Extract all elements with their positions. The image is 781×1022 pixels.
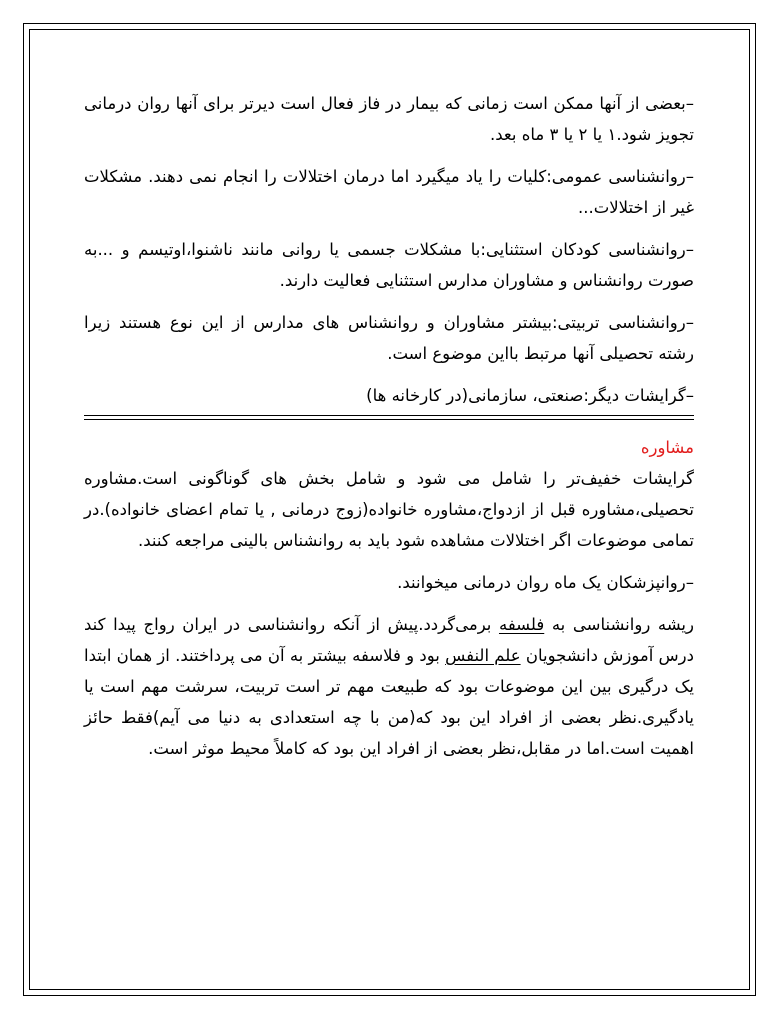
paragraph: –روانشناسی عمومی:کلیات را یاد میگیرد اما درمان اختلالات را انجام نمی دهند. مشکلات غیر از اختلالات... bbox=[84, 167, 694, 217]
paragraph: –گرایشات دیگر:صنعتی، سازمانی(در کارخانه ها) bbox=[366, 386, 694, 405]
underlined-term: علم النفس bbox=[445, 646, 521, 665]
paragraph: –روانشناسی تربیتی:بیشتر مشاوران و روانشناس های مدارس از این نوع هستند زیرا رشته تحصیلی آنها مرتبط بااین موضوع است. bbox=[84, 313, 694, 363]
section-divider bbox=[84, 415, 694, 420]
section-heading: مشاوره bbox=[640, 438, 694, 457]
paragraph: –روانشناسی کودکان استثنایی:با مشکلات جسمی یا روانی مانند ناشنوا،اوتیسم و ...به صورت روانشناس و مشاوران مدارس استثنایی فعالیت دارند. bbox=[84, 240, 694, 290]
text-run: ریشه روانشناسی به bbox=[544, 615, 694, 634]
paragraph bbox=[84, 609, 694, 764]
paragraph: گرایشات خفیف‌تر را شامل می شود و شامل بخش های گوناگونی است.مشاوره تحصیلی،مشاوره قبل از ازدواج،مشاوره خانواده(زوج درمانی , یا تمام اعضای خانواده).در تمامی موضوعات اگر اختلالات مشاهده شود باید به روانشناس بالینی مراجعه کنند. bbox=[84, 469, 694, 550]
paragraph: –روانپزشکان یک ماه روان درمانی میخوانند. bbox=[397, 573, 694, 592]
underlined-term: فلسفه bbox=[498, 615, 545, 634]
document-body bbox=[84, 88, 694, 764]
text-run: برمی‌گردد.پیش از آنکه روانشناسی در ایران رواج پیدا کند درس آموزش دانشجویان bbox=[84, 615, 694, 665]
text-run: بود و فلاسفه بیشتر به آن می پرداختند. از همان ابتدا یک درگیری بین این موضوعات بود که طبیعت مهم تر است تربیت، سرشت مهم است یا یادگیری.نظر بعضی از افراد این بود که(من با چه استعدادی به دنیا می آیم)فقط حائز اهمیت است.اما در مقابل،نظر بعضی از افراد این بود که کاملاً محیط موثر است. bbox=[84, 646, 694, 758]
paragraph: –بعضی از آنها ممکن است زمانی که بیمار در فاز فعال است دیرتر برای آنها روان درمانی تجویز شود.۱ یا ۲ یا ۳ ماه بعد. bbox=[84, 94, 694, 144]
